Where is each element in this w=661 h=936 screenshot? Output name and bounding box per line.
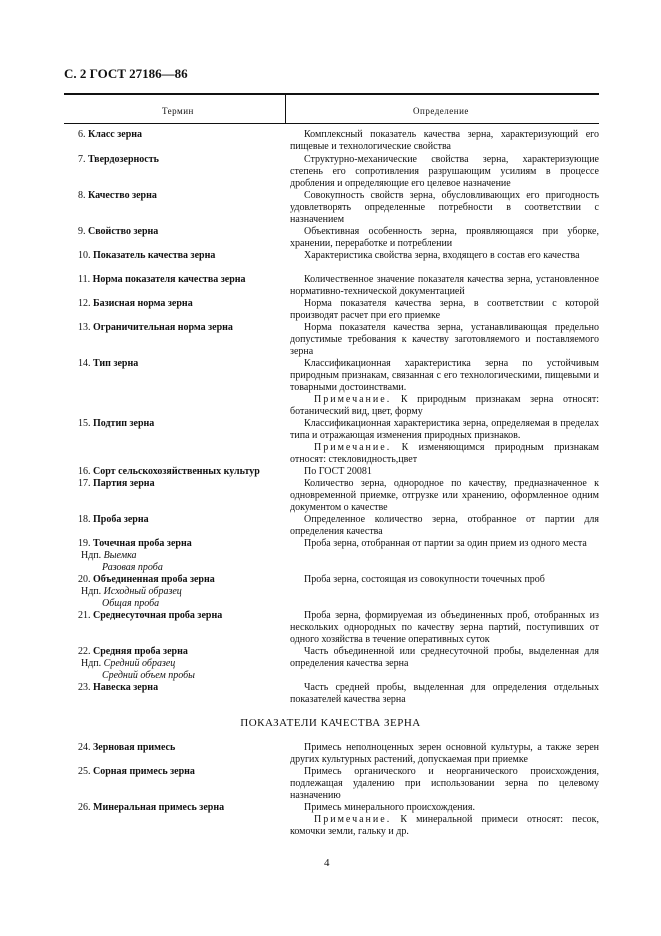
deprecated-term: Разовая проба: [102, 562, 163, 573]
section-heading: ПОКАЗАТЕЛИ КАЧЕСТВА ЗЕРНА: [240, 717, 421, 729]
definition: Совокупность свойств зерна, обусловливающих его пригодность удовлетворять определенные потребности в соответствии с назначением: [290, 190, 599, 225]
term-row: 21. Среднесуточная проба зерна: [78, 610, 223, 621]
definition: Классификационная характеристика зерна, определяемая в пределах типа и отражающая изменения природных признаков.: [290, 418, 599, 441]
term-row: 23. Навеска зерна: [78, 682, 159, 693]
term-row: 13. Ограничительная норма зерна: [78, 322, 233, 333]
definition-note: Примечание. К минеральной примеси относят: песок, комочки земли, гальку и др.: [290, 814, 600, 837]
column-header-term: Термин: [162, 106, 194, 116]
definition: Определенное количество зерна, отобранное от партии для определения качества: [290, 514, 599, 537]
term-row: 20. Объединенная проба зерна: [78, 574, 215, 585]
term-row: 25. Сорная примесь зерна: [78, 766, 195, 777]
column-divider: [285, 93, 286, 123]
definition-note: Примечание. К изменяющимся природным признакам относят: стекловидность,цвет: [290, 442, 599, 465]
deprecated-term: Ндп. Выемка: [81, 550, 137, 561]
page-header: С. 2 ГОСТ 27186—86: [64, 66, 188, 81]
term-row: 10. Показатель качества зерна: [78, 250, 216, 261]
term-row: 22. Средняя проба зерна: [78, 646, 188, 657]
term-row: 15. Подтип зерна: [78, 418, 155, 429]
definition: Примесь минерального происхождения.: [304, 802, 475, 813]
term-row: 26. Минеральная примесь зерна: [78, 802, 225, 813]
term-row: 11. Норма показателя качества зерна: [78, 274, 246, 285]
definition: Часть средней пробы, выделенная для определения отдельных показателей качества зерна: [290, 682, 599, 705]
table-top-rule: [64, 93, 599, 95]
definition-note: Примечание. К природным признакам зерна относят: ботанический вид, цвет, форму: [290, 394, 599, 417]
definition: Проба зерна, отобранная от партии за один прием из одного места: [304, 538, 587, 549]
definition: Объективная особенность зерна, проявляющаяся при уборке, хранении, переработке и потреблении: [290, 226, 599, 249]
deprecated-term: Общая проба: [102, 598, 160, 609]
definition: Часть объединенной или среднесуточной пробы, выделенная для определения качества зерна: [290, 646, 599, 669]
term-row: 12. Базисная норма зерна: [78, 298, 193, 309]
definition: Проба зерна, формируемая из объединенных проб, отобранных из нескольких однородных по качеству зерна партий, поступивших от одного хозяйства в течение оперативных суток: [290, 610, 599, 645]
definition: Проба зерна, состоящая из совокупности точечных проб: [304, 574, 545, 585]
definition: Количество зерна, однородное по качеству, предназначенное к одновременной приемке, отгрузке или хранению, оформленное одним документом о качестве: [290, 478, 599, 513]
term-row: 16. Сорт сельскохозяйственных культур: [78, 466, 260, 477]
term-row: 7. Твердозерность: [78, 154, 159, 165]
deprecated-term: Ндп. Исходный образец: [81, 586, 182, 597]
definition: По ГОСТ 20081: [304, 466, 372, 477]
definition: Классификационная характеристика зерна по устойчивым природным признакам, связанная с его технологическими, пищевыми и товарными достоинствами.: [290, 358, 599, 393]
term-row: 6. Класс зерна: [78, 129, 143, 140]
definition: Комплексный показатель качества зерна, характеризующий его пищевые и технологические свойства: [290, 129, 599, 152]
column-header-definition: Определение: [413, 106, 469, 116]
definition: Норма показателя качества зерна, в соответствии с которой производят расчет при его приемке: [290, 298, 599, 321]
term-row: 17. Партия зерна: [78, 478, 155, 489]
term-row: 9. Свойство зерна: [78, 226, 159, 237]
term-row: 8. Качество зерна: [78, 190, 157, 201]
definition: Примесь органического и неорганического происхождения, подлежащая удалению при использовании зерна по целевому назначению: [290, 766, 599, 801]
definition: Характеристика свойства зерна, входящего в состав его качества: [304, 250, 580, 261]
term-row: 24. Зерновая примесь: [78, 742, 176, 753]
term-row: 18. Проба зерна: [78, 514, 149, 525]
header-bottom-rule: [64, 123, 599, 124]
term-row: 19. Точечная проба зерна: [78, 538, 192, 549]
definition: Количественное значение показателя качества зерна, установленное нормативно-технической документацией: [290, 274, 599, 297]
page-number: 4: [324, 857, 330, 869]
deprecated-term: Ндп. Средний образец: [81, 658, 176, 669]
term-row: 14. Тип зерна: [78, 358, 139, 369]
deprecated-term: Средний объем пробы: [102, 670, 195, 681]
definition: Структурно-механические свойства зерна, характеризующие степень его сопротивления разрушающим усилиям в процессе дробления и определяющие его целевое назначение: [290, 154, 599, 189]
definition: Примесь неполноценных зерен основной культуры, а также зерен других культурных растений, допускаемая при приемке: [290, 742, 599, 765]
definition: Норма показателя качества зерна, устанавливающая предельно допустимые требования к качеству заготовляемого и поставляемого зерна: [290, 322, 599, 357]
